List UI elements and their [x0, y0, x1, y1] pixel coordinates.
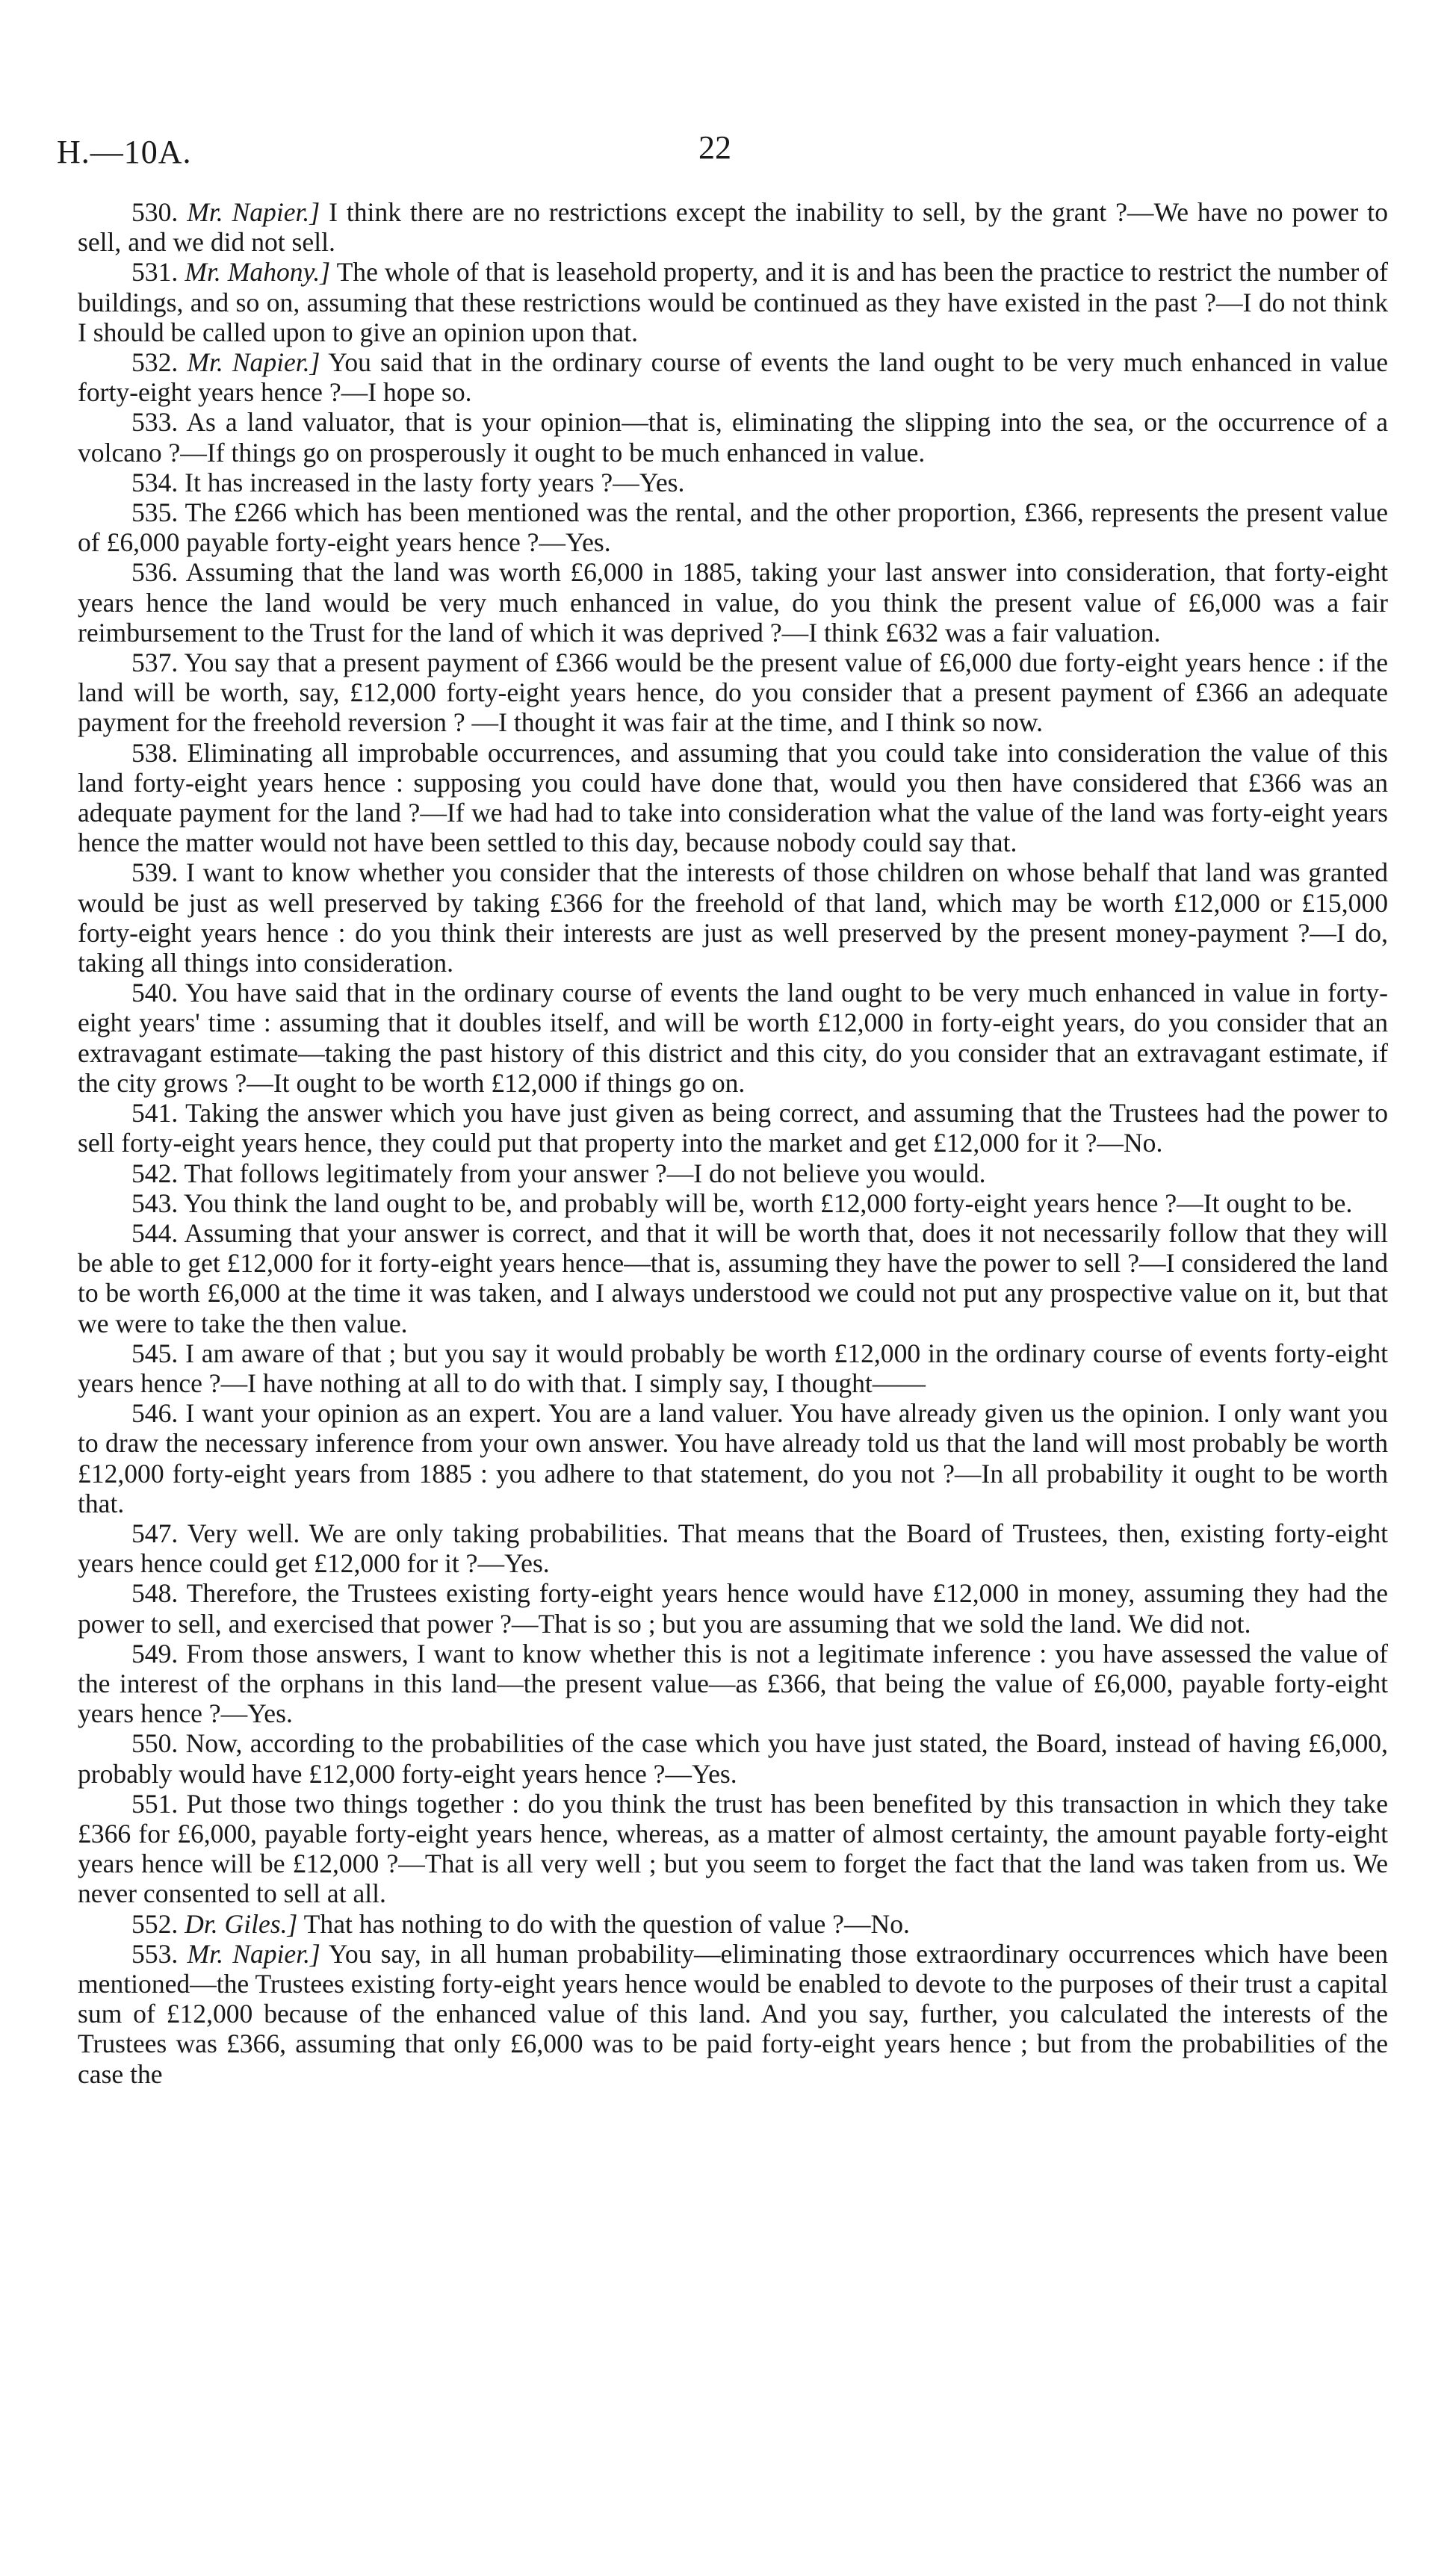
speaker-label: Dr. Giles.]: [185, 1908, 298, 1939]
question-text: Very well. We are only taking probabilities. That means that the Board of Trustees, then, existing forty-eight years hence could get £12,000 for it ?—Yes.: [78, 1518, 1388, 1579]
testimony-paragraph: [78, 1098, 1388, 1158]
question-text: You say, in all human probability—eliminating those extraordinary occurrences which have been mentioned—the Trustees existing forty-eight years hence would be enabled to devote to the purposes of their trust a capital sum of £12,000 because of the enhanced value of this land. And you say, further, you calculated the interests of the Trustees was £366, assuming that only £6,000 was to be paid forty-eight years hence ; but from the probabilities of the case the: [78, 1938, 1389, 2089]
testimony-paragraph: [78, 1338, 1388, 1398]
testimony-paragraph: [78, 1909, 1388, 1939]
page-number: 22: [698, 129, 731, 166]
testimony-paragraph: [78, 1728, 1388, 1788]
question-text: You think the land ought to be, and probably will be, worth £12,000 forty-eight years hence ?—It ought to be.: [183, 1188, 1353, 1218]
question-number: 537.: [131, 648, 179, 678]
question-text: Taking the answer which you have just given as being correct, and assuming that the Trustees had the power to sell forty-eight years hence, they could put that property into the market and get £12,000 for it ?—No.: [78, 1098, 1388, 1158]
question-text: I am aware of that ; but you say it would probably be worth £12,000 in the ordinary course of events forty-eight years hence ?—I have nothing at all to do with that. I simply say, I thought——: [78, 1338, 1388, 1398]
question-text: From those answers, I want to know whether this is not a legitimate inference : you have assessed the value of the interest of the orphans in this land—the present value—as £366, that being the value of £6,000, payable forty-eight years hence ?—Yes.: [78, 1638, 1388, 1729]
testimony-paragraph: [78, 557, 1388, 648]
question-number: 553.: [131, 1938, 179, 1969]
question-text: I want to know whether you consider that the interests of those children on whose behalf that land was granted would be just as well preserved by taking £366 for the freehold of that land, which may be worth £12,000 or £15,000 forty-eight years hence : do you think their interests are just as well preserved by the present money-payment ?—I do, taking all things into consideration.: [78, 857, 1388, 978]
speaker-label: Mr. Napier.]: [187, 1938, 320, 1969]
testimony-paragraph: [78, 407, 1388, 467]
question-number: 543.: [131, 1188, 179, 1218]
question-number: 531.: [131, 257, 179, 288]
question-number: 540.: [131, 978, 179, 1008]
speaker-label: Mr. Napier.]: [187, 347, 320, 378]
question-text: The £266 which has been mentioned was the rental, and the other proportion, £366, represents the present value of £6,000 payable forty-eight years hence ?—Yes.: [78, 497, 1388, 558]
question-number: 547.: [131, 1518, 179, 1548]
testimony-paragraph: [78, 1939, 1388, 2089]
testimony-paragraph: [78, 1518, 1388, 1578]
testimony-paragraph: [78, 1639, 1388, 1729]
question-text: That has nothing to do with the question of value ?—No.: [303, 1908, 910, 1939]
testimony-paragraph: [78, 257, 1388, 347]
testimony-paragraph: [78, 857, 1388, 978]
question-number: 549.: [131, 1638, 179, 1669]
question-number: 548.: [131, 1578, 179, 1609]
question-text: That follows legitimately from your answer ?—I do not believe you would.: [184, 1158, 986, 1188]
question-text: You say that a present payment of £366 would be the present value of £6,000 due forty-eight years hence : if the land will be worth, say, £12,000 forty-eight years hence, do you consider that a present payment of £366 an adequate payment for the freehold reversion ? —I thought it was fair at the time, and I think so now.: [78, 648, 1388, 738]
speaker-label: Mr. Napier.]: [187, 197, 320, 227]
document-reference: H.—10A.: [57, 134, 192, 170]
question-text: You have said that in the ordinary course of events the land ought to be very much enhanced in value in forty-eight years' time : assuming that it doubles itself, and will be worth £12,000 in forty-eight years, do you consider that an extravagant estimate—taking the past history of this district and this city, do you consider that an extravagant estimate, if the city grows ?—It ought to be worth £12,000 if things go on.: [78, 978, 1388, 1098]
question-number: 538.: [131, 737, 179, 768]
testimony-paragraph: [78, 978, 1388, 1098]
question-text: Assuming that your answer is correct, and that it will be worth that, does it not necessarily follow that they will be able to get £12,000 for it forty-eight years hence—that is, assuming they have the power to sell ?—I considered the land to be worth £6,000 at the time it was taken, and I always understood we could not put any prospective value on it, but that we were to take the then value.: [78, 1217, 1388, 1338]
testimony-paragraph: [78, 468, 1388, 497]
question-number: 536.: [131, 557, 179, 588]
testimony-paragraph: [78, 648, 1388, 738]
question-number: 552.: [131, 1908, 179, 1939]
question-number: 542.: [131, 1158, 179, 1188]
question-text: It has increased in the lasty forty years ?—Yes.: [185, 467, 685, 497]
testimony-paragraph: [78, 197, 1388, 257]
testimony-paragraph: [78, 1789, 1388, 1909]
testimony-paragraph: [78, 1188, 1388, 1218]
speaker-label: Mr. Mahony.]: [185, 257, 331, 288]
testimony-paragraph: [78, 1218, 1388, 1338]
question-number: 546.: [131, 1398, 179, 1429]
question-number: 530.: [131, 197, 179, 227]
question-number: 544.: [131, 1217, 179, 1248]
question-text: Eliminating all improbable occurrences, and assuming that you could take into consideration the value of this land forty-eight years hence : supposing you could have done that, would you then have considered that £366 was an adequate payment for the land ?—If we had had to take into consideration what the value of the land was forty-eight years hence the matter would not have been settled to this day, because nobody could say that.: [78, 737, 1388, 858]
testimony-paragraph: [78, 738, 1388, 858]
question-text: Therefore, the Trustees existing forty-eight years hence would have £12,000 in money, assuming they had the power to sell, and exercised that power ?—That is so ; but you are assuming that we sold the land. We did not.: [78, 1578, 1388, 1639]
question-number: 533.: [131, 407, 179, 438]
testimony-paragraph: [78, 1578, 1388, 1638]
question-text: As a land valuator, that is your opinion—that is, eliminating the slipping into the sea, or the occurrence of a volcano ?—If things go on prosperously it ought to be much enhanced in value.: [78, 407, 1388, 468]
question-number: 551.: [131, 1788, 179, 1819]
question-number: 535.: [131, 497, 179, 528]
testimony-paragraph: [78, 1398, 1388, 1518]
question-number: 534.: [131, 467, 179, 497]
question-number: 550.: [131, 1728, 179, 1759]
question-text: Now, according to the probabilities of the case which you have just stated, the Board, instead of having £6,000, probably would have £12,000 forty-eight years hence ?—Yes.: [78, 1728, 1388, 1789]
question-text: The whole of that is leasehold property, and it is and has been the practice to restrict the number of buildings, and so on, assuming that these restrictions would be continued as they have existed in the past ?—I do not think I should be called upon to give an opinion upon that.: [78, 257, 1388, 347]
question-number: 539.: [131, 857, 179, 888]
question-text: Assuming that the land was worth £6,000 in 1885, taking your last answer into consideration, that forty-eight years hence the land would be very much enhanced in value, do you think the present value of £6,000 was a fair reimbursement to the Trust for the land of which it was deprived ?—I think £632 was a fair valuation.: [78, 557, 1388, 648]
testimony-paragraph: [78, 1158, 1388, 1188]
question-text: You said that in the ordinary course of events the land ought to be very much enhanced in value forty-eight years hence ?—I hope so.: [78, 347, 1388, 408]
question-number: 541.: [131, 1098, 179, 1129]
question-number: 545.: [131, 1338, 179, 1368]
question-text: Put those two things together : do you think the trust has been benefited by this transaction in which they take £366 for £6,000, payable forty-eight years hence, whereas, as a matter of almost certainty, the amount payable forty-eight years hence will be £12,000 ?—That is all very well ; but you seem to forget the fact that the land was taken from us. We never consented to sell at all.: [78, 1788, 1388, 1909]
question-text: I want your opinion as an expert. You are a land valuer. You have already given us the opinion. I only want you to draw the necessary inference from your own answer. You have already told us that the land will most probably be worth £12,000 forty-eight years from 1885 : you adhere to that statement, do you not ?—In all probability it ought to be worth that.: [78, 1398, 1388, 1518]
testimony-paragraph: [78, 497, 1388, 557]
testimony-paragraph: [78, 347, 1388, 407]
question-number: 532.: [131, 347, 179, 378]
testimony-body: [78, 197, 1388, 2089]
question-text: I think there are no restrictions except the inability to sell, by the grant ?—We have no power to sell, and we did not sell.: [78, 197, 1388, 258]
